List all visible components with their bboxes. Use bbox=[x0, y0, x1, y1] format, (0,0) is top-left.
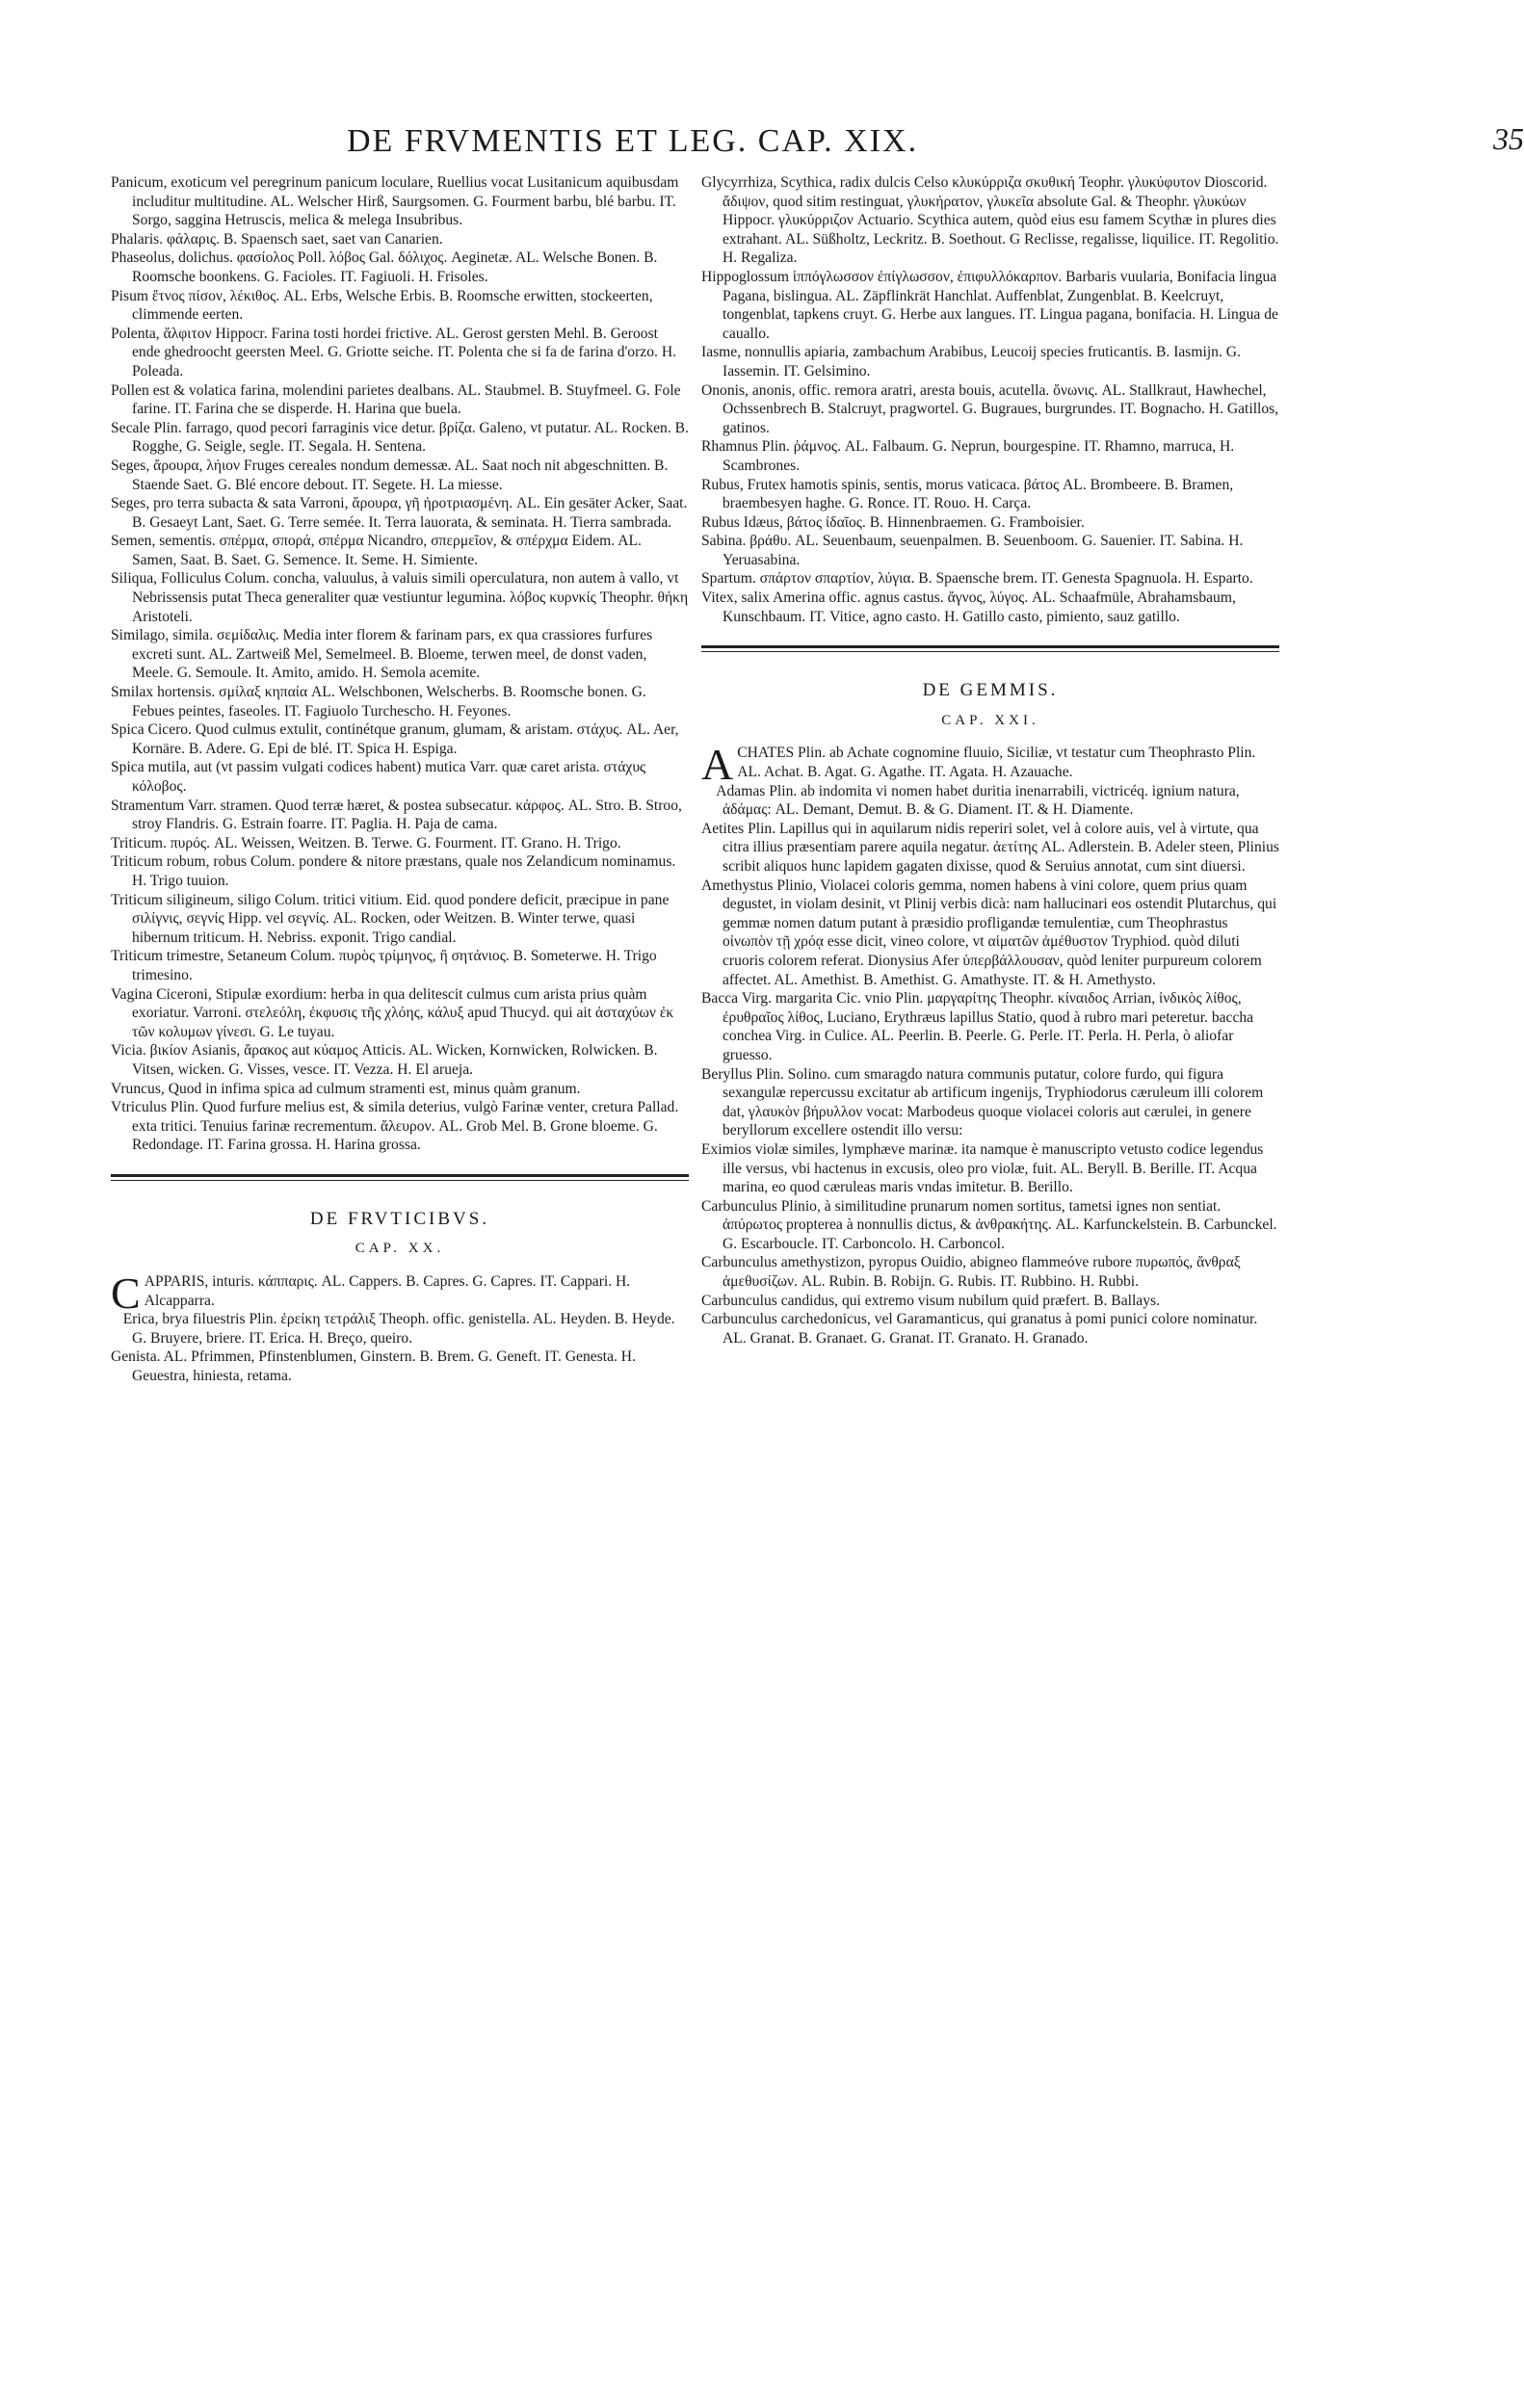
section-rule bbox=[701, 645, 1279, 648]
entry-text: APPARIS, inturis. κάππαρις. AL. Cappers. B. Capres. G. Capres. IT. Cappari. H. Alcapparra. bbox=[144, 1273, 631, 1309]
entry: Spartum. σπάρτον σπαρτίον, λύγια. B. Spaensche brem. IT. Genesta Spagnuola. H. Esparto. bbox=[701, 570, 1253, 588]
entry: Sabina. βράθυ. AL. Seuenbaum, seuenpalmen. B. Seuenboom. G. Sauenier. IT. Sabina. H. Yeruasabina. bbox=[701, 533, 1244, 568]
entry: Triticum. πυρός. AL. Weissen, Weitzen. B. Terwe. G. Fourment. IT. Grano. H. Trigo. bbox=[111, 834, 621, 851]
entry: Ononis, anonis, offic. remora aratri, aresta bouis, acutella. ὄνωνις. AL. Stallkraut, Hawhechel, Ochssenbrech B. Stalcruyt, pragwortel. G. Bugraues, burgrundes. IT. Bognacho. H. Gatillos, gatinos. bbox=[701, 381, 1279, 436]
entry: Triticum robum, robus Colum. pondere & nitore præstans, quale nos Zelandicum nominamus. H. Trigo tuuion. bbox=[111, 853, 676, 889]
entry-first bbox=[701, 740, 1279, 790]
entry: Similago, simila. σεμίδαλις. Media inter florem & farinam pars, ex qua crassiores furfures excreti sunt. AL. Zartweiß Mel, Semelmeel. B. Bloeme, terwen meel, de donst vaden, Meele. G. Semoule. It. Amito, amido. H. Semola acemite. bbox=[111, 627, 653, 682]
entry: Beryllus Plin. Solino. cum smaragdo natura communis putatur, colore furdo, qui figura sexangulæ repercussu excitatur ab artificum ingenijs, Tryphiodorus cæruleum illi colorem dat, γλαυκὸν βήρυλλον vocat: Marbodeus quoque violacei coloris aut cærulei, in genere beryllorum excellere ostendit illo versu: bbox=[701, 1065, 1264, 1139]
entry: Carbunculus amethystizon, pyropus Ouidio, abigneo flammeóve rubore πυρωπός, ἄνθραξ ἀμεθυσίζων. AL. Rubin. B. Robijn. G. Rubis. IT. Rubbino. H. Rubbi. bbox=[701, 1254, 1241, 1291]
chapter-label: CAP. XXI. bbox=[941, 712, 1039, 728]
entry: Vagina Ciceroni, Stipulæ exordium: herba in qua delitescit culmus cum arista prius quàm exoriatur. Varroni. στελεόλη, ἐκφυσις τῆς χλόης, κάλυξ apud Thucyd. qui ait ἀσταχύων ἐκ τῶν κολυμων γίνεσι. G. Le tuyau. bbox=[111, 985, 674, 1040]
entry: Carbunculus Plinio, à similitudine prunarum nomen sortitus, tametsi ignes non sentiat. ἀπύρωτος propterea à nonnullis dictus, & ἀνθρακήτης. AL. Karfunckelstein. B. Carbunckel. G. Escarboucle. IT. Carboncolo. H. Carboncol. bbox=[701, 1197, 1277, 1252]
entry: Iasme, nonnullis apiaria, zambachum Arabibus, Leucoij species fruticantis. B. Iasmijn. G. Iassemin. IT. Gelsimino. bbox=[701, 344, 1241, 380]
section-rule-thin bbox=[111, 1180, 689, 1181]
entry-first bbox=[111, 1269, 689, 1319]
entry: Secale Plin. farrago, quod pecori farraginis vice detur. βρίζα. Galeno, vt putatur. AL. Rocken. B. Rogghe, G. Seigle, segle. IT. Segala. H. Sentena. bbox=[111, 419, 689, 456]
page-header bbox=[347, 121, 1524, 171]
running-head: DE FRVMENTIS ET LEG. CAP. XIX. bbox=[347, 123, 919, 159]
entry: Genista. AL. Pfrimmen, Pfinstenblumen, Ginstern. B. Brem. G. Geneft. IT. Genesta. H. Geuestra, hiniesta, retama. bbox=[111, 1348, 636, 1385]
entry: Adamas Plin. ab indomita vi nomen habet duritia inenarrabili, victricéq. ignium natura, ἀδάμας: AL. Demant, Demut. B. & G. Diament. IT. & H. Diamente. bbox=[716, 782, 1240, 819]
entry: Triticum trimestre, Setaneum Colum. πυρὸς τρίμηνος, ἢ σητάνιος. B. Someterwe. H. Trigo trimesino. bbox=[111, 948, 657, 983]
entry: Pisum ἔτνος πίσον, λέκιθος. AL. Erbs, Welsche Erbis. B. Roomsche erwitten, stockeerten, climmende eerten. bbox=[111, 287, 653, 324]
section-title-fruticibus: DE FRVTICIBVS. bbox=[309, 1208, 490, 1229]
right-column bbox=[701, 173, 1279, 1348]
entry: Vicia. βικίον Asianis, ἄρακος aut κύαμος Atticis. AL. Wicken, Kornwicken, Rolwicken. B. Vitsen, wicken. G. Visses, vesce. IT. Vezza. H. El arueja. bbox=[111, 1042, 658, 1078]
entry: Panicum, exoticum vel peregrinum panicum loculare, Ruellius vocat Lusitanicum aquibusdam includitur multitudine. AL. Welscher Hirß, Saurgsomen. G. Fourment barbu, blé barbu. IT. Sorgo, saggina Hetruscis, melica & melega Insubribus. bbox=[111, 174, 679, 229]
section-rule-thin bbox=[701, 651, 1279, 652]
entry: Triticum siligineum, siligo Colum. tritici vitium. Eid. quod pondere deficit, præcipue in pane σιλίγνις, σεγνίς Hipp. vel σεγνίς. AL. Rocken, oder Weitzen. B. Winter terwe, quasi hibernum triticum. H. Nebriss. exponit. Trigo candial. bbox=[111, 891, 670, 946]
entry: Aetites Plin. Lapillus qui in aquilarum nidis reperiri solet, vel à colore auis, vel à virtute, qua citra illius præsentiam parere aquila negatur. ἀετίτης AL. Adlerstein. B. Adeler steen, Plinius scribit aliquos hunc lapidem gagaten dixisse, quod & Seruius annotat, cum sint diuersi. bbox=[701, 820, 1280, 875]
left-column bbox=[111, 173, 689, 1386]
entry: Polenta, ἄλφιτον Hippocr. Farina tosti hordei frictive. AL. Gerost gersten Mehl. B. Geroost ende ghedroocht geersten Meel. G. Griotte seiche. IT. Polenta che si fa de farina d'orzo. H. Poleada. bbox=[111, 325, 676, 380]
entry: Carbunculus carchedonicus, vel Garamanticus, qui granatus à pomi punici colore nominatur. AL. Granat. B. Granaet. G. Granat. IT. Granato. H. Granado. bbox=[701, 1311, 1258, 1347]
entry: Spica Cicero. Quod culmus extulit, continétque granum, glumam, & aristam. στάχυς. AL. Aer, Kornäre. B. Adere. G. Epi de blé. IT. Spica H. Espiga. bbox=[111, 721, 679, 757]
entry: Vtriculus Plin. Quod furfure melius est, & simila deterius, vulgò Farinæ venter, cretura Pallad. exta tritici. Tenuius farinæ recrementum. ἄλευρον. AL. Grob Mel. B. Grone bloeme. G. Redondage. IT. Farina grossa. H. Harina grossa. bbox=[111, 1099, 679, 1154]
entry: Stramentum Varr. stramen. Quod terræ hæret, & postea subsecatur. κάρφος. AL. Stro. B. Stroo, stroy Flandris. G. Estrain foarre. IT. Paglia. H. Paja de cama. bbox=[111, 797, 682, 833]
entry: Phalaris. φάλαρις. B. Spaensch saet, saet van Canarien. bbox=[111, 230, 443, 248]
entry: Siliqua, Folliculus Colum. concha, valuulus, à valuis simili operculatura, non autem à vallo, vt Nebrissensis putat Theca generaliter quæ vestiuntur legumina. λόβος κυρνκίς Theophr. θήκη Aristoteli. bbox=[111, 570, 689, 625]
entry: Glycyrrhiza, Scythica, radix dulcis Celso κλυκύρριζα σκυθική Teophr. γλυκύφυτον Dioscorid. ἄδιψον, quod sitim restinguat, γλυκήρατον, γλυκεῖα absolute Gal. & Theophr. γλυκύων Hippocr. γλυκύρριζον Actuario. Scythica autem, quòd eius esu famem Scythæ in plures dies extrahant. AL. Süßholtz, Leckritz. B. Soethout. G Reclisse, regalisse, liquilice. IT. Regolitio. H. Regaliza. bbox=[701, 174, 1279, 267]
drop-cap: C bbox=[111, 1269, 141, 1319]
entry: Seges, pro terra subacta & sata Varroni, ἄρουρα, γῆ ἠροτριασμένη. AL. Ein gesäter Acker, Saat. B. Gesaeyt Lant, Saet. G. Terre semée. It. Terra lauorata, & seminata. H. Tierra sambrada. bbox=[111, 495, 688, 531]
chapter-label: CAP. XX. bbox=[355, 1241, 445, 1257]
drop-cap: A bbox=[701, 740, 734, 790]
entry: Rubus Idæus, βάτος ἰδαῖος. B. Hinnenbraemen. G. Framboisier. bbox=[701, 513, 1085, 531]
entry: Bacca Virg. margarita Cic. vnio Plin. μαργαρίτης Theophr. κίναιδος Arrian, ἰνδικὸς λίθος, ἐρυθραῖος λίθος, Luciano, Erythræus lapillus Statio, quod à rubro mari peteretur. baccha conchea Virg. in Culice. AL. Peerlin. B. Peerle. G. Perle. IT. Perla. H. Perla, ò aliofar gruesso. bbox=[701, 990, 1254, 1063]
section-title-gemmis: DE GEMMIS. bbox=[922, 680, 1059, 701]
entry: Amethystus Plinio, Violacei coloris gemma, nomen habens à vini colore, quem prius quam degustet, in violam desinit, vt Plinij verbis dicà: nam hallucinari eos ostendit Plutarchus, qui gemmæ nomen datum putant à præsidio profligandæ temulentiæ, cum Theophrastus οἰνωπὸν τῇ χρόᾳ esse dicit, vineo colore, vt αἱματῶν ἀμέθυστον Tryphiod. quòd diluti cruoris colorem referat. Dionysius Afer ὑπερβάλλουσαν, quòd leniter purpureum colorem affectet. AL. Amethist. B. Amethist. G. Amathyste. IT. & H. Amethysto. bbox=[701, 877, 1277, 988]
entry: Smilax hortensis. σμίλαξ κηπαία AL. Welschbonen, Welscherbs. B. Roomsche bonen. G. Febues peintes, faseoles. IT. Fagiuolo Turchescho. H. Feyones. bbox=[111, 684, 646, 720]
entry: Carbunculus candidus, qui extremo visum nubilum quid præfert. B. Ballays. bbox=[701, 1292, 1160, 1309]
entry: Phaseolus, dolichus. φασίολος Poll. λόβος Gal. δόλιχος. Aeginetæ. AL. Welsche Bonen. B. Roomsche boonkens. G. Facioles. IT. Fagiuoli. H. Frisoles. bbox=[111, 249, 658, 285]
entry: Pollen est & volatica farina, molendini parietes dealbans. AL. Staubmel. B. Stuyfmeel. G. Fole farine. IT. Farina che se disperde. H. Harina que buela. bbox=[111, 381, 681, 418]
page-number: 35 bbox=[1493, 121, 1524, 156]
entry: Erica, brya filuestris Plin. ἐρείκη τετράλιξ Theoph. offic. genistella. AL. Heyden. B. Heyde. G. Bruyere, briere. IT. Erica. H. Breço, queiro. bbox=[122, 1311, 675, 1347]
entry: Rhamnus Plin. ῥάμνος. AL. Falbaum. G. Neprun, bourgespine. IT. Rhamno, marruca, H. Scambrones. bbox=[701, 438, 1235, 474]
entry: Semen, sementis. σπέρμα, σπορά, σπέρμα Nicandro, σπερμεῖον, & σπέρχμα Eidem. AL. Samen, Saat. B. Saet. G. Semence. It. Seme. H. Simiente. bbox=[111, 533, 642, 568]
entry: Seges, ἄρουρα, λήιον Fruges cereales nondum demessæ. AL. Saat noch nit abgeschnitten. B. Staende Saet. G. Blé encore debout. IT. Segete. H. La miesse. bbox=[111, 457, 669, 493]
entry: Vitex, salix Amerina offic. agnus castus. ἄγνος, λύγος. AL. Schaafmüle, Abrahamsbaum, Kunschbaum. IT. Vitice, agno casto. H. Gatillo casto, pimiento, sauz gatillo. bbox=[701, 589, 1236, 625]
entry-text: CHATES Plin. ab Achate cognomine fluuio, Siciliæ, vt testatur cum Theophrasto Plin. AL. Achat. B. Agat. G. Agathe. IT. Agata. H. Azauache. bbox=[737, 745, 1256, 781]
entry: Spica mutila, aut (vt passim vulgati codices habent) mutica Varr. quæ caret arista. στάχυς κόλοβος. bbox=[111, 759, 646, 795]
entry: Hippoglossum ἱππόγλωσσον ἐπίγλωσσον, ἐπιφυλλόκαρπον. Barbaris vuularia, Bonifacia lingua Pagana, bislingua. AL. Zäpflinkrät Hanchlat. Auffenblat, Zungenblat. B. Keelcruyt, tongenblat, tapkens cruyt. G. Herbe aux langues. IT. Lingua pagana, bonifacia. H. Lingua de cauallo. bbox=[701, 268, 1278, 342]
section-rule bbox=[111, 1174, 689, 1177]
entry: Rubus, Frutex hamotis spinis, sentis, morus vaticaca. βάτος AL. Brombeere. B. Bramen, braembesyen haghe. G. Ronce. IT. Rouo. H. Carça. bbox=[701, 476, 1234, 512]
entry: Vruncus, Quod in infima spica ad culmum stramenti est, minus quàm granum. bbox=[111, 1080, 581, 1097]
entry: Eximios violæ similes, lymphæve marinæ. ita namque è manuscripto vetusto codice legendus ille versus, vbi hactenus in excusis, oleo pro violæ, fuit. AL. Beryll. B. Berille. IT. Acqua marina, eo quod cæruleas maris vndas imitetur. B. Berillo. bbox=[701, 1140, 1264, 1196]
